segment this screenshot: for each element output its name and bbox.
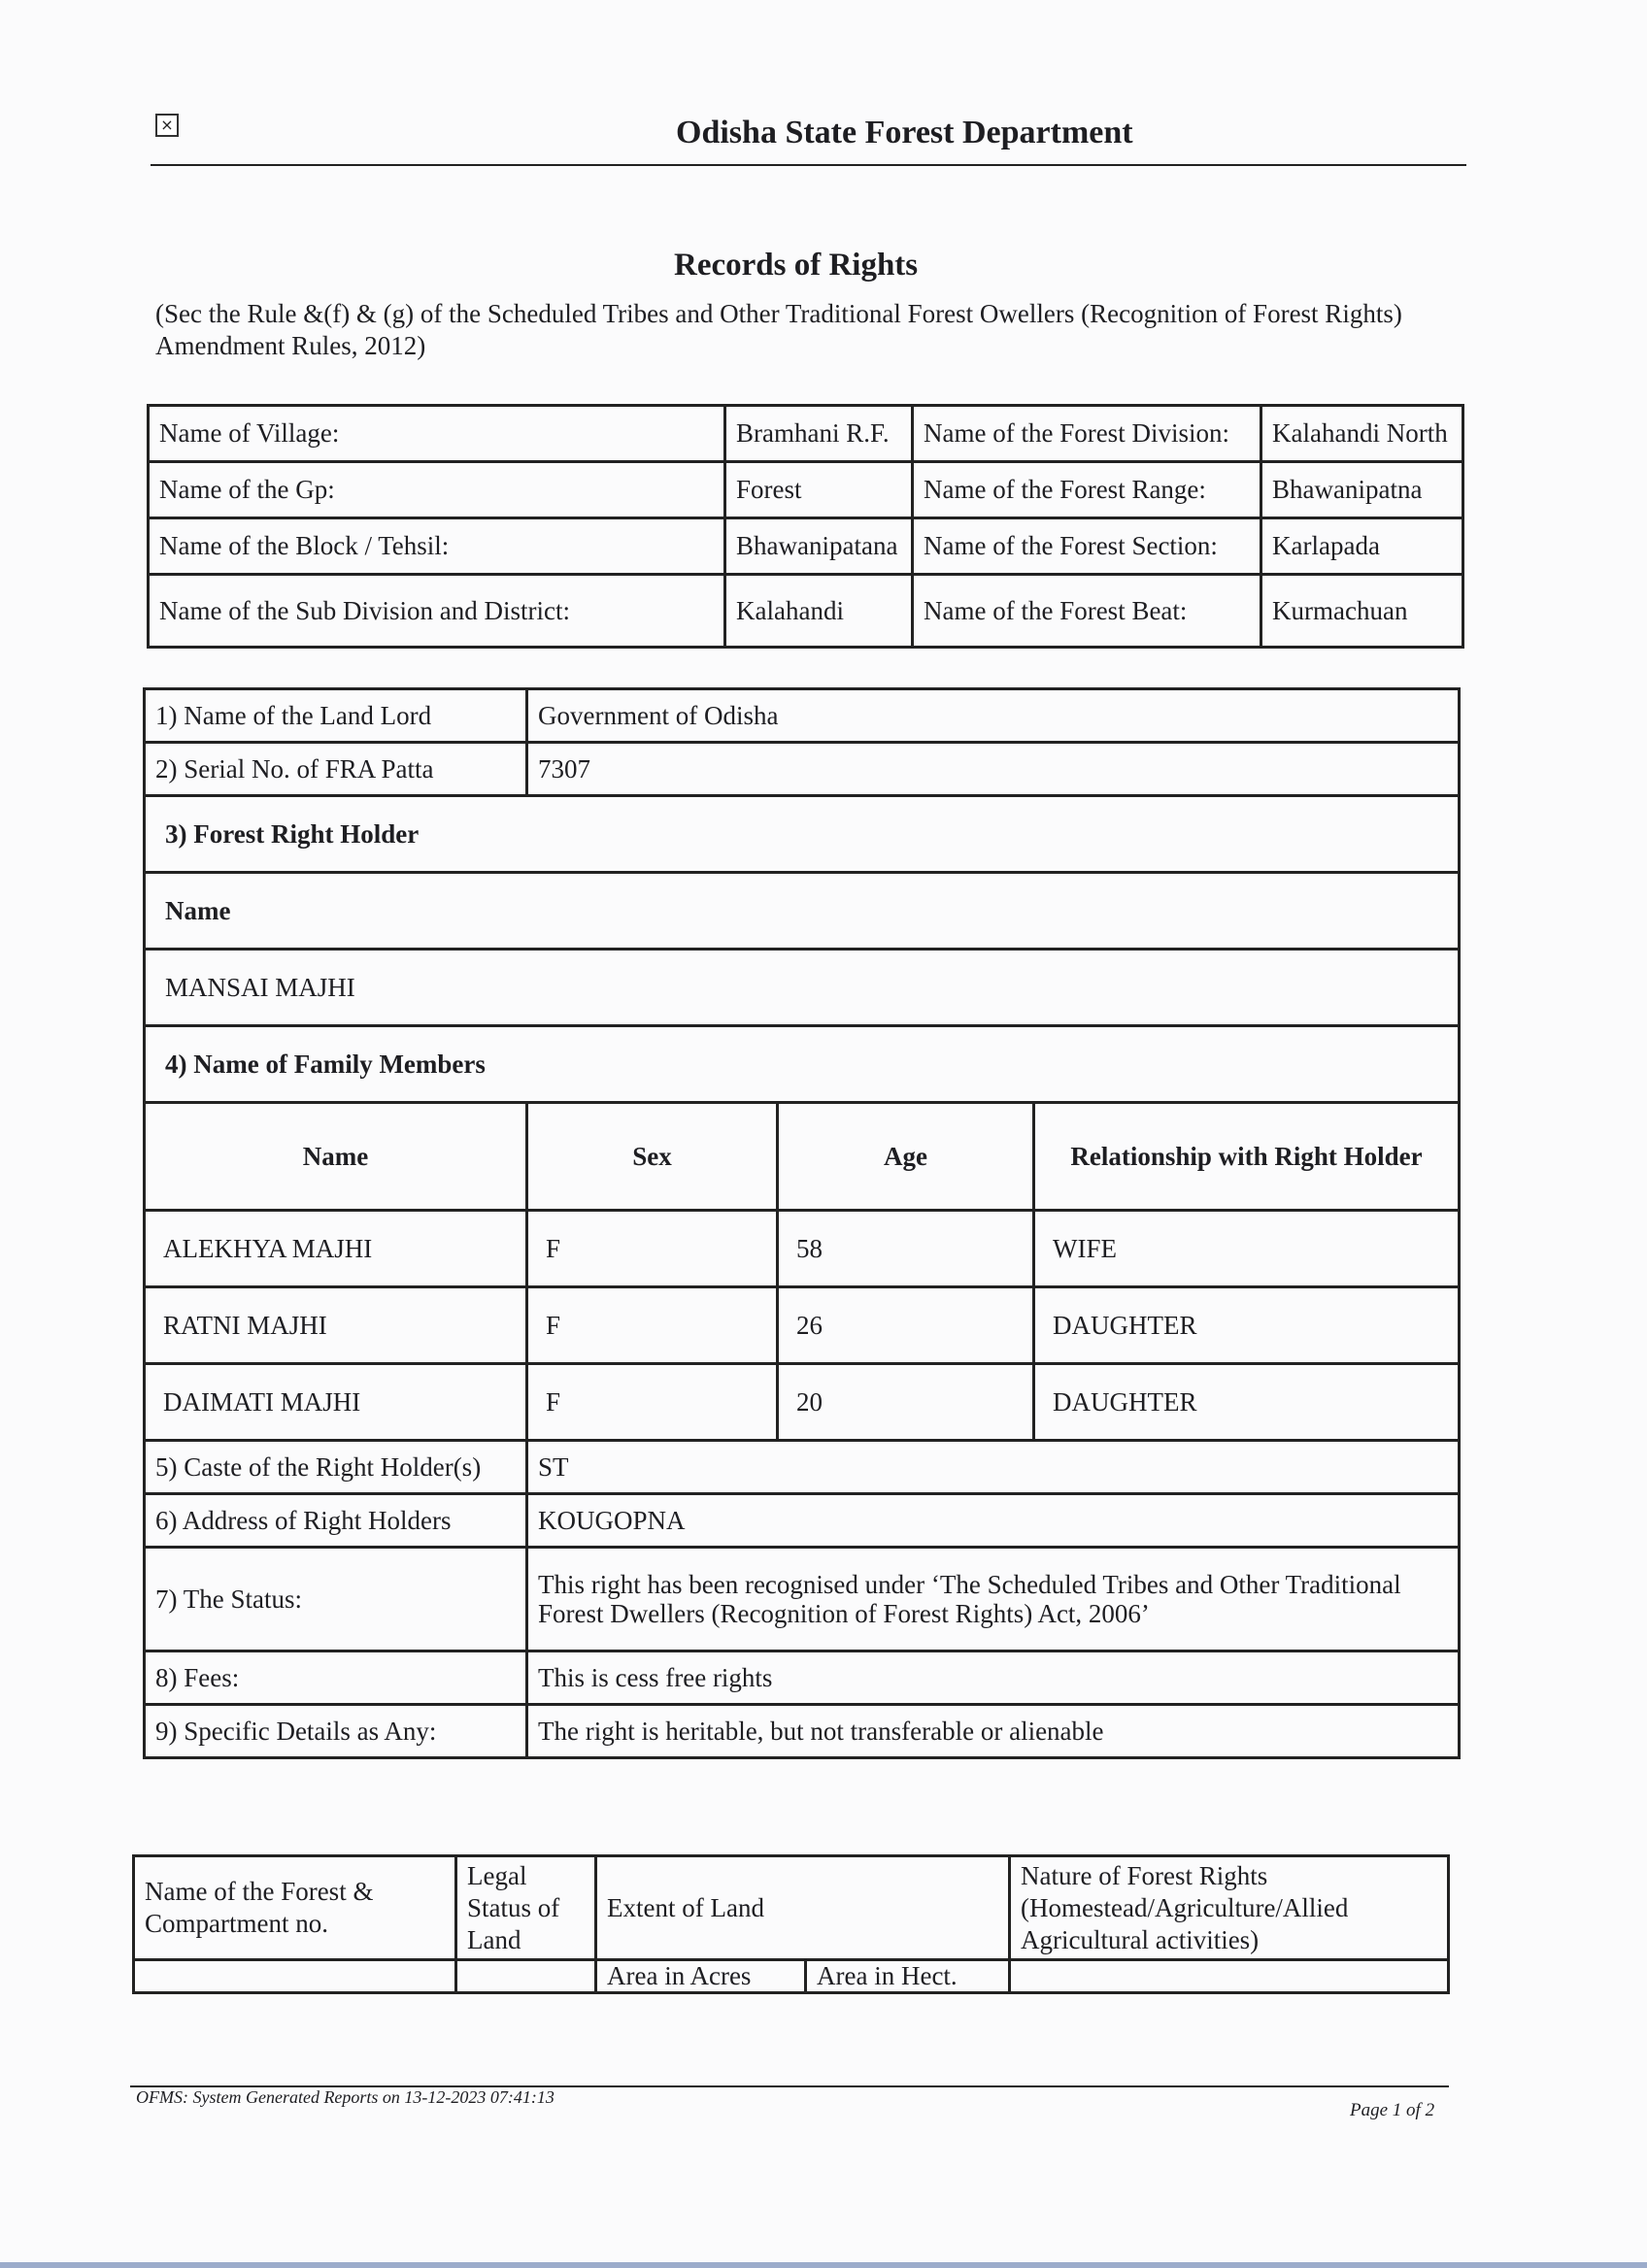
address-value: KOUGOPNA <box>527 1494 1460 1548</box>
land-lord-value: Government of Odisha <box>527 689 1460 743</box>
fees-value: This is cess free rights <box>527 1651 1460 1705</box>
right-holder-section-heading: 3) Forest Right Holder <box>145 796 1460 873</box>
broken-image-icon: × <box>155 114 179 137</box>
member-age: 26 <box>778 1287 1034 1364</box>
member-name: RATNI MAJHI <box>145 1287 527 1364</box>
nature-of-rights-header: Nature of Forest Rights (Homestead/Agriculture/Allied Agricultural activities) <box>1010 1856 1449 1960</box>
family-member-row <box>145 1287 1460 1364</box>
land-lord-label: 1) Name of the Land Lord <box>145 689 527 743</box>
family-header-row <box>145 1103 1460 1211</box>
address-label: 6) Address of Right Holders <box>145 1494 527 1548</box>
table-row <box>145 1441 1460 1494</box>
forest-section-value: Karlapada <box>1261 518 1463 575</box>
member-name: ALEKHYA MAJHI <box>145 1211 527 1287</box>
specific-details-label: 9) Specific Details as Any: <box>145 1705 527 1758</box>
area-hect-header: Area in Hect. <box>806 1960 1010 1993</box>
forest-compartment-header: Name of the Forest & Compartment no. <box>134 1856 456 1960</box>
rights-details-table <box>143 687 1461 1759</box>
table-row <box>134 1960 1449 1993</box>
page-number: Page 1 of 2 <box>1350 2100 1435 2120</box>
column-header-age: Age <box>778 1103 1034 1211</box>
table-row <box>149 518 1463 575</box>
caste-value: ST <box>527 1441 1460 1494</box>
member-relationship: WIFE <box>1034 1211 1460 1287</box>
status-line-2: Forest Dwellers (Recognition of Forest Rights) Act, 2006’ <box>538 1599 1150 1628</box>
status-label: 7) The Status: <box>145 1548 527 1651</box>
rule-reference: (Sec the Rule &(f) & (g) of the Scheduled Tribes and Other Traditional Forest Owellers (Recognition of Forest Rights) Amendment Rules, 2012) <box>155 299 1402 360</box>
specific-details-value: The right is heritable, but not transferable or alienable <box>527 1705 1460 1758</box>
forest-beat-value: Kurmachuan <box>1261 575 1463 648</box>
member-relationship: DAUGHTER <box>1034 1287 1460 1364</box>
family-member-row <box>145 1364 1460 1441</box>
family-section-heading: 4) Name of Family Members <box>145 1026 1460 1103</box>
member-age: 20 <box>778 1364 1034 1441</box>
member-name: DAIMATI MAJHI <box>145 1364 527 1441</box>
area-acres-header: Area in Acres <box>596 1960 806 1993</box>
gp-label: Name of the Gp: <box>149 462 725 518</box>
family-member-row <box>145 1211 1460 1287</box>
generated-timestamp: OFMS: System Generated Reports on 13-12-2023 07:41:13 <box>136 2087 555 2107</box>
serial-label: 2) Serial No. of FRA Patta <box>145 743 527 796</box>
table-row <box>145 1494 1460 1548</box>
status-line-1: This right has been recognised under ‘The Scheduled Tribes and Other Traditional <box>538 1570 1401 1599</box>
table-row <box>145 873 1460 950</box>
table-row <box>145 950 1460 1026</box>
block-label: Name of the Block / Tehsil: <box>149 518 725 575</box>
extent-of-land-header: Extent of Land <box>596 1856 1010 1960</box>
table-row <box>145 796 1460 873</box>
header-divider <box>151 164 1466 166</box>
forest-section-label: Name of the Forest Section: <box>913 518 1261 575</box>
column-header-sex: Sex <box>527 1103 778 1211</box>
forest-range-value: Bhawanipatna <box>1261 462 1463 518</box>
status-value <box>527 1548 1460 1651</box>
empty-cell <box>1010 1960 1449 1993</box>
legal-status-header: Legal Status of Land <box>456 1856 596 1960</box>
caste-label: 5) Caste of the Right Holder(s) <box>145 1441 527 1494</box>
member-sex: F <box>527 1287 778 1364</box>
table-row <box>149 406 1463 462</box>
column-header-relationship: Relationship with Right Holder <box>1034 1103 1460 1211</box>
subdivision-label: Name of the Sub Division and District: <box>149 575 725 648</box>
subdivision-value: Kalahandi <box>725 575 913 648</box>
table-row <box>145 1548 1460 1651</box>
village-label: Name of Village: <box>149 406 725 462</box>
forest-beat-label: Name of the Forest Beat: <box>913 575 1261 648</box>
table-row <box>145 743 1460 796</box>
table-row <box>145 1026 1460 1103</box>
block-value: Bhawanipatana <box>725 518 913 575</box>
serial-value: 7307 <box>527 743 1460 796</box>
empty-cell <box>456 1960 596 1993</box>
department-name: Odisha State Forest Department <box>676 115 1133 150</box>
title-text: Records of Rights <box>674 248 919 283</box>
member-sex: F <box>527 1364 778 1441</box>
holder-name-label: Name <box>145 873 1460 950</box>
forest-division-value: Kalahandi North <box>1261 406 1463 462</box>
member-relationship: DAUGHTER <box>1034 1364 1460 1441</box>
fees-label: 8) Fees: <box>145 1651 527 1705</box>
scan-edge <box>0 2262 1647 2268</box>
forest-division-label: Name of the Forest Division: <box>913 406 1261 462</box>
table-row <box>149 575 1463 648</box>
member-age: 58 <box>778 1211 1034 1287</box>
empty-cell <box>134 1960 456 1993</box>
member-sex: F <box>527 1211 778 1287</box>
table-row <box>145 1651 1460 1705</box>
village-value: Bramhani R.F. <box>725 406 913 462</box>
holder-name-value: MANSAI MAJHI <box>145 950 1460 1026</box>
table-row <box>145 689 1460 743</box>
land-extent-table <box>132 1854 1450 1994</box>
table-row <box>149 462 1463 518</box>
table-row <box>134 1856 1449 1960</box>
table-row <box>145 1705 1460 1758</box>
column-header-name: Name <box>145 1103 527 1211</box>
forest-range-label: Name of the Forest Range: <box>913 462 1261 518</box>
location-table <box>147 404 1464 649</box>
gp-value: Forest <box>725 462 913 518</box>
